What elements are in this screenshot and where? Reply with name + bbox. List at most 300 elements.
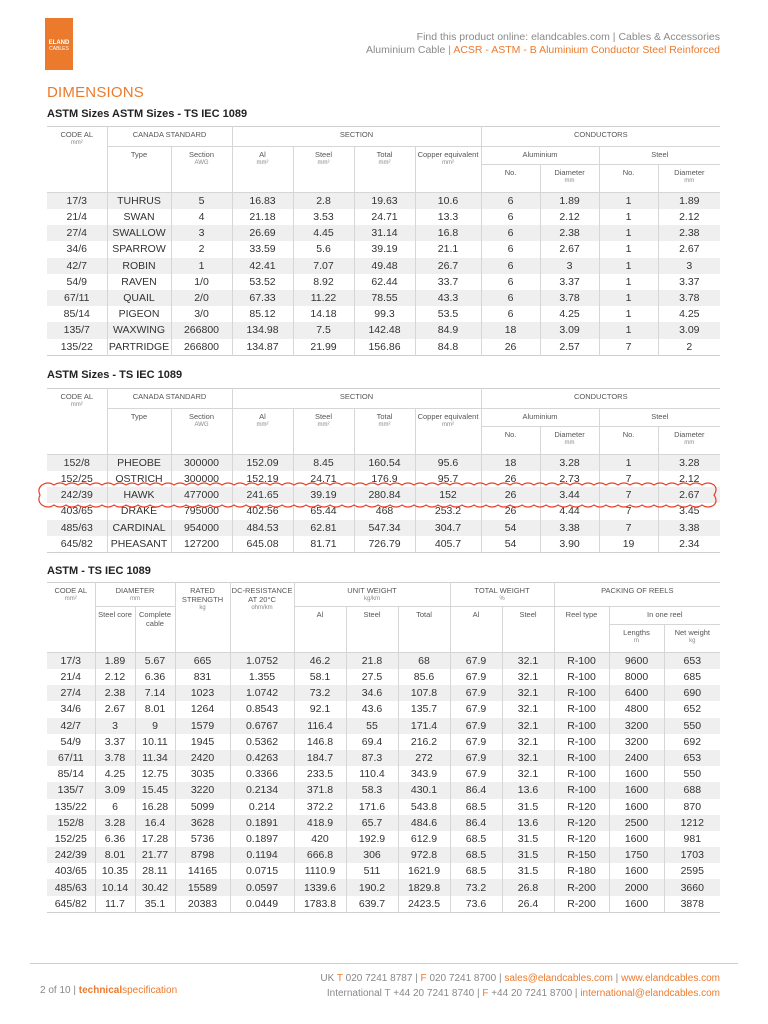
table-cell: DRAKE <box>107 503 171 519</box>
table-cell: 420 <box>294 831 346 847</box>
th-net-weight: Net weight kg <box>664 625 720 653</box>
th-al: Al mm² <box>232 409 293 455</box>
table-cell: 176.9 <box>354 471 415 487</box>
table-cell: 688 <box>664 782 720 798</box>
table-cell: 6 <box>481 290 540 306</box>
table-cell: 92.1 <box>294 701 346 717</box>
table-row <box>47 879 720 895</box>
table-cell: 24.71 <box>354 209 415 225</box>
table-cell: 7.07 <box>293 258 354 274</box>
product-link[interactable]: Aluminium Cable <box>365 44 446 56</box>
th-diameter-2: Diameter mm <box>658 165 720 193</box>
table-cell: 32.1 <box>502 734 554 750</box>
table-row <box>47 896 720 913</box>
table-cell: 68.5 <box>450 831 502 847</box>
table-cell: 21.77 <box>135 847 175 863</box>
table3 <box>47 582 720 913</box>
table-cell: 2.12 <box>679 211 700 224</box>
table-cell: 81.71 <box>293 536 354 553</box>
table-cell: 110.4 <box>346 766 398 782</box>
table-row <box>47 782 720 798</box>
th-rated-strength: RATED STRENGTH kg <box>175 583 230 653</box>
table-cell: 67.9 <box>450 766 502 782</box>
uk-fax: 020 7241 8700 <box>429 973 497 984</box>
table-cell: 4800 <box>609 701 664 717</box>
table-cell: 19.63 <box>354 193 415 210</box>
table-cell: 2595 <box>680 865 704 878</box>
table-cell: 18 <box>481 322 540 338</box>
table-cell: 1339.6 <box>294 879 346 895</box>
table-cell: 134.98 <box>232 322 293 338</box>
th-total: Total mm² <box>354 409 415 455</box>
table-cell: 73.2 <box>450 879 502 895</box>
table1 <box>47 126 720 356</box>
table-cell: SWALLOW <box>107 225 171 241</box>
th-aluminium: Aluminium <box>481 147 599 165</box>
table-cell: 8.45 <box>293 455 354 472</box>
f-label-2: F <box>482 987 489 999</box>
t-label: T <box>336 973 343 984</box>
table-cell: 160.54 <box>354 455 415 472</box>
table-cell: 954000 <box>171 520 232 536</box>
table-cell: PHEOBE <box>107 455 171 472</box>
email-link[interactable]: sales@elandcables.com <box>504 973 613 984</box>
table-cell: 3.28 <box>95 815 135 831</box>
table-cell: R-100 <box>554 734 609 750</box>
table-cell: 135/7 <box>47 782 95 798</box>
table-cell: 69.4 <box>346 734 398 750</box>
site-link[interactable]: elandcables.com <box>531 31 610 43</box>
table-cell: 653 <box>664 750 720 766</box>
table-cell: 34/6 <box>47 701 95 717</box>
th-reel-type: Reel type <box>554 607 609 653</box>
table-cell: 53.5 <box>415 306 481 322</box>
th-copper: Copper equivalent mm² <box>415 409 481 455</box>
table-cell: 26.7 <box>415 258 481 274</box>
table-cell: 5 <box>171 193 232 210</box>
table-cell: QUAIL <box>107 290 171 306</box>
table-cell: 1945 <box>175 734 230 750</box>
table-cell: 65.7 <box>346 815 398 831</box>
table-row <box>47 653 720 670</box>
table-cell: 8.01 <box>95 847 135 863</box>
table-cell: 32.1 <box>502 653 554 670</box>
table-cell: 242/39 <box>47 847 95 863</box>
table-cell: 0.0597 <box>230 879 294 895</box>
table-cell: 17.28 <box>135 831 175 847</box>
table-cell: 86.4 <box>450 815 502 831</box>
table-cell: 16.4 <box>135 815 175 831</box>
table-cell: 9 <box>135 718 175 734</box>
table-cell: 43.3 <box>415 290 481 306</box>
table-cell: 68.5 <box>450 863 502 879</box>
page-header <box>366 31 720 57</box>
table-cell: 85/14 <box>47 306 107 322</box>
page-number: 2 of 10 <box>40 985 71 996</box>
table-cell: 2.67 <box>679 243 700 256</box>
table-cell: R-150 <box>554 847 609 863</box>
table-cell: 3.37 <box>540 274 599 290</box>
table-cell: 135.7 <box>398 701 450 717</box>
th-diameter: Diameter mm <box>540 165 599 193</box>
intl-email-link[interactable]: international@elandcables.com <box>580 987 720 999</box>
table-cell: 135/7 <box>47 322 107 338</box>
table-cell: 31.5 <box>502 863 554 879</box>
table-cell: OSTRICH <box>107 471 171 487</box>
table-cell: 24.71 <box>293 471 354 487</box>
table-cell: 2.12 <box>95 669 135 685</box>
table-cell: 3 <box>658 258 720 274</box>
table-cell: 306 <box>346 847 398 863</box>
table-cell: 1 <box>599 274 658 290</box>
table-row <box>47 701 720 717</box>
table-cell: 62.44 <box>354 274 415 290</box>
table-cell: 73.6 <box>450 896 502 913</box>
table-cell: 11.7 <box>95 896 135 913</box>
table-cell: 403/65 <box>47 863 95 879</box>
table-cell: 1 <box>599 258 658 274</box>
table-cell: 6 <box>481 306 540 322</box>
table-cell: 3 <box>540 258 599 274</box>
table-cell: R-100 <box>554 653 609 670</box>
table-cell: 67/11 <box>47 750 95 766</box>
th-type: Type <box>107 409 171 455</box>
footer-separator: | <box>73 985 76 996</box>
table-cell: 1 <box>599 209 658 225</box>
table-cell: 95.6 <box>415 455 481 472</box>
table-cell: 171.4 <box>398 718 450 734</box>
table-cell: 372.2 <box>294 799 346 815</box>
th-in-one-reel: In one reel <box>609 607 720 625</box>
table-cell: 2423.5 <box>398 896 450 913</box>
table-cell: 2.67 <box>95 701 135 717</box>
th-canada-standard: CANADA STANDARD <box>107 127 232 147</box>
table-cell: 645/82 <box>47 896 95 913</box>
find-online-label: Find this product online: <box>416 31 529 43</box>
table-cell: 78.55 <box>354 290 415 306</box>
table-cell: 430.1 <box>398 782 450 798</box>
table-cell: 690 <box>664 685 720 701</box>
table-cell: 403/65 <box>47 503 107 519</box>
table-cell: 241.65 <box>232 487 293 503</box>
table-cell: 21.99 <box>293 339 354 356</box>
table-row <box>47 799 720 815</box>
table-cell: 146.8 <box>294 734 346 750</box>
table-cell: 0.2134 <box>230 782 294 798</box>
table-cell: 107.8 <box>398 685 450 701</box>
table-cell: 485/63 <box>47 879 95 895</box>
table-cell: TUHRUS <box>107 193 171 210</box>
footer-tech: technical <box>78 985 123 996</box>
table-cell: 67.9 <box>450 669 502 685</box>
table-cell: 68 <box>398 653 450 670</box>
table-cell: 32.1 <box>502 766 554 782</box>
category-link[interactable]: Cables & Accessories <box>618 31 720 43</box>
table-cell: 6 <box>481 274 540 290</box>
table-cell: 42/7 <box>47 718 95 734</box>
table-cell: 73.2 <box>294 685 346 701</box>
th-steel-core: Steel core <box>95 607 135 653</box>
table-cell: PIGEON <box>107 306 171 322</box>
table-cell: 6 <box>481 209 540 225</box>
table-cell: 10.35 <box>95 863 135 879</box>
table-cell: RAVEN <box>107 274 171 290</box>
table-cell: 3.09 <box>540 322 599 338</box>
logo-line-1: ELAND <box>48 40 70 46</box>
th-diameter-2: Diameter mm <box>658 427 720 455</box>
table-cell: HAWK <box>107 487 171 503</box>
table-cell: 477000 <box>171 487 232 503</box>
table-cell: 13.6 <box>502 782 554 798</box>
table-cell: 1600 <box>609 831 664 847</box>
table-cell: 726.79 <box>354 536 415 553</box>
table-cell: 3.45 <box>679 505 700 518</box>
th-uw-steel: Steel <box>346 607 398 653</box>
table-cell: 152/25 <box>47 831 95 847</box>
table-cell: 58.1 <box>294 669 346 685</box>
f-label: F <box>420 973 427 984</box>
footer-bar: | <box>498 973 502 984</box>
th-code-al: CODE AL mm² <box>47 583 95 653</box>
footer-bar: | <box>476 987 480 999</box>
table-cell: 3.38 <box>540 520 599 536</box>
table-cell: 67.9 <box>450 718 502 734</box>
table-cell: 484.53 <box>232 520 293 536</box>
table-cell: 54 <box>481 536 540 553</box>
table-cell: 0.1897 <box>230 831 294 847</box>
th-copper: Copper equivalent mm² <box>415 147 481 193</box>
table-cell: 5.67 <box>135 653 175 670</box>
table-cell: 371.8 <box>294 782 346 798</box>
table-cell: 1.0752 <box>230 653 294 670</box>
table-cell: 0.4263 <box>230 750 294 766</box>
table-cell: 86.4 <box>450 782 502 798</box>
table2-title: ASTM Sizes - TS IEC 1089 <box>47 369 183 381</box>
th-uw-total: Total <box>398 607 450 653</box>
table-cell: 14165 <box>175 863 230 879</box>
table-cell: 7.5 <box>293 322 354 338</box>
table-cell: 85.12 <box>232 306 293 322</box>
eland-logo <box>45 18 73 70</box>
table-cell: 134.87 <box>232 339 293 356</box>
th-no: No. <box>481 427 540 455</box>
table-cell: 43.6 <box>346 701 398 717</box>
table-row <box>47 685 720 701</box>
table-cell: 46.2 <box>294 653 346 670</box>
table-row <box>47 306 720 322</box>
th-no-2: No. <box>599 165 658 193</box>
table-cell: 2.8 <box>293 193 354 210</box>
web-link[interactable]: www.elandcables.com <box>621 973 720 984</box>
table-cell: 639.7 <box>346 896 398 913</box>
table-row <box>47 339 720 356</box>
table-cell: 12.75 <box>135 766 175 782</box>
table-cell: 1 <box>599 455 658 472</box>
table-cell: 3.53 <box>293 209 354 225</box>
table-cell: 11.22 <box>293 290 354 306</box>
table-cell: 2.12 <box>540 209 599 225</box>
table-cell: 26.69 <box>232 225 293 241</box>
table-cell: 152/8 <box>47 815 95 831</box>
table-row <box>47 209 720 225</box>
table-cell: 27/4 <box>47 685 95 701</box>
intl-phone[interactable]: +44 20 7241 8740 <box>393 987 475 999</box>
table-row <box>47 455 720 472</box>
table-cell: 266800 <box>171 339 232 356</box>
uk-label: UK <box>320 973 335 984</box>
table-cell: 6.36 <box>95 831 135 847</box>
table-cell: 28.11 <box>135 863 175 879</box>
table-cell: 485/63 <box>47 520 107 536</box>
table-cell: 30.42 <box>135 879 175 895</box>
table-cell: 6.36 <box>135 669 175 685</box>
table-cell: 5099 <box>175 799 230 815</box>
table-cell: 6 <box>481 225 540 241</box>
table-cell: 54/9 <box>47 274 107 290</box>
table-cell: 2.38 <box>658 225 720 241</box>
table-cell: 511 <box>346 863 398 879</box>
table-row <box>47 815 720 831</box>
table-cell: 152/25 <box>47 471 107 487</box>
table-cell: 242/39 <box>47 487 107 503</box>
table-cell: 27/4 <box>47 225 107 241</box>
table-cell: 0.8543 <box>230 701 294 717</box>
table-cell: 2 <box>171 241 232 257</box>
th-conductors: CONDUCTORS <box>481 127 720 147</box>
th-packing-of-reels: PACKING OF REELS <box>554 583 720 607</box>
logo-line-2: CABLES <box>49 46 69 52</box>
th-unit-weight: UNIT WEIGHT kg/km <box>294 583 450 607</box>
uk-phone[interactable]: 020 7241 8787 <box>345 973 413 984</box>
table-cell: 7.14 <box>135 685 175 701</box>
th-complete-cable: Complete cable <box>135 607 175 653</box>
table-cell: 2.67 <box>658 487 720 503</box>
table-cell: 0.0449 <box>230 896 294 913</box>
table-cell: 3.09 <box>95 782 135 798</box>
table-cell: 32.1 <box>502 750 554 766</box>
table-cell: 3/0 <box>171 306 232 322</box>
table-cell: R-100 <box>554 782 609 798</box>
table-cell: 2420 <box>175 750 230 766</box>
table-row <box>47 536 720 553</box>
th-steel-group: Steel <box>599 147 720 165</box>
table-cell: 1783.8 <box>294 896 346 913</box>
table-cell: 1750 <box>609 847 664 863</box>
table-cell: 981 <box>683 832 702 845</box>
table-cell: 2 <box>686 340 693 353</box>
table-cell: 2.67 <box>540 241 599 257</box>
table-cell: R-200 <box>554 879 609 895</box>
table-cell: 27.5 <box>346 669 398 685</box>
table-cell: 49.48 <box>354 258 415 274</box>
table-cell: 184.7 <box>294 750 346 766</box>
product-detail-link[interactable]: ACSR - ASTM - B Aluminium Conductor Steel Reinforced <box>453 44 720 56</box>
table-cell: 216.2 <box>398 734 450 750</box>
table-cell: 1.89 <box>540 193 599 210</box>
th-type: Type <box>107 147 171 193</box>
table-cell: 645/82 <box>47 536 107 553</box>
table-row <box>47 241 720 257</box>
table-cell: 280.84 <box>354 487 415 503</box>
table-cell: 4.45 <box>293 225 354 241</box>
table-cell: 31.5 <box>502 847 554 863</box>
table-cell: 1212 <box>664 815 720 831</box>
table-cell: 304.7 <box>415 520 481 536</box>
table-cell: 3 <box>95 718 135 734</box>
table-cell: 405.7 <box>415 536 481 553</box>
table-cell: 84.9 <box>415 322 481 338</box>
table-cell: 8000 <box>609 669 664 685</box>
table-cell: R-100 <box>554 718 609 734</box>
table-row <box>47 831 720 847</box>
table-cell: 21/4 <box>47 669 95 685</box>
table-cell: 20383 <box>175 896 230 913</box>
table-cell: 42.41 <box>232 258 293 274</box>
th-code-al: CODE AL mm² <box>47 389 107 455</box>
table-cell: 2.57 <box>540 339 599 356</box>
table-cell: 6 <box>481 258 540 274</box>
table-cell: 3660 <box>664 879 720 895</box>
table-cell: 1.89 <box>658 193 720 210</box>
table-row <box>47 471 720 487</box>
table-cell: 0.5362 <box>230 734 294 750</box>
table-cell: 58.3 <box>346 782 398 798</box>
th-code-al: CODE AL mm² <box>47 127 107 193</box>
table-cell: 1579 <box>175 718 230 734</box>
table-cell: 3.44 <box>540 487 599 503</box>
table-cell: 612.9 <box>398 831 450 847</box>
table-cell: 31.5 <box>502 831 554 847</box>
table-cell: 0.214 <box>230 799 294 815</box>
table-row <box>47 734 720 750</box>
table-cell: 62.81 <box>293 520 354 536</box>
table-cell: R-120 <box>554 799 609 815</box>
table-cell: 68.5 <box>450 847 502 863</box>
table-cell: 692 <box>683 735 702 748</box>
table-cell: 0.1194 <box>230 847 294 863</box>
table-cell: 192.9 <box>346 831 398 847</box>
table-cell: 300000 <box>171 471 232 487</box>
th-diameter: Diameter mm <box>540 427 599 455</box>
table-cell: 6 <box>481 193 540 210</box>
table-cell: 1.355 <box>230 669 294 685</box>
footer-bar: | <box>574 987 578 999</box>
th-lengths: Lengths m <box>609 625 664 653</box>
th-section: SECTION <box>232 127 481 147</box>
table-cell: 272 <box>398 750 450 766</box>
table-cell: 253.2 <box>415 503 481 519</box>
table-cell: 42/7 <box>47 258 107 274</box>
table-cell: 26 <box>481 487 540 503</box>
table-row <box>47 503 720 519</box>
table-cell: 7 <box>599 520 658 536</box>
th-total: Total mm² <box>354 147 415 193</box>
table-cell: 4.44 <box>540 503 599 519</box>
table-cell: 468 <box>354 503 415 519</box>
table-cell: 402.56 <box>232 503 293 519</box>
table-cell: 2000 <box>609 879 664 895</box>
th-steel-group: Steel <box>599 409 720 427</box>
footer-bar: | <box>415 973 418 984</box>
table-cell: R-180 <box>554 863 609 879</box>
table-cell: 795000 <box>171 503 232 519</box>
table-cell: 665 <box>175 653 230 670</box>
table-cell: 1.89 <box>95 653 135 670</box>
table-cell: 33.7 <box>415 274 481 290</box>
table-cell: 84.8 <box>415 339 481 356</box>
th-uw-al: Al <box>294 607 346 653</box>
table-cell: R-100 <box>554 750 609 766</box>
